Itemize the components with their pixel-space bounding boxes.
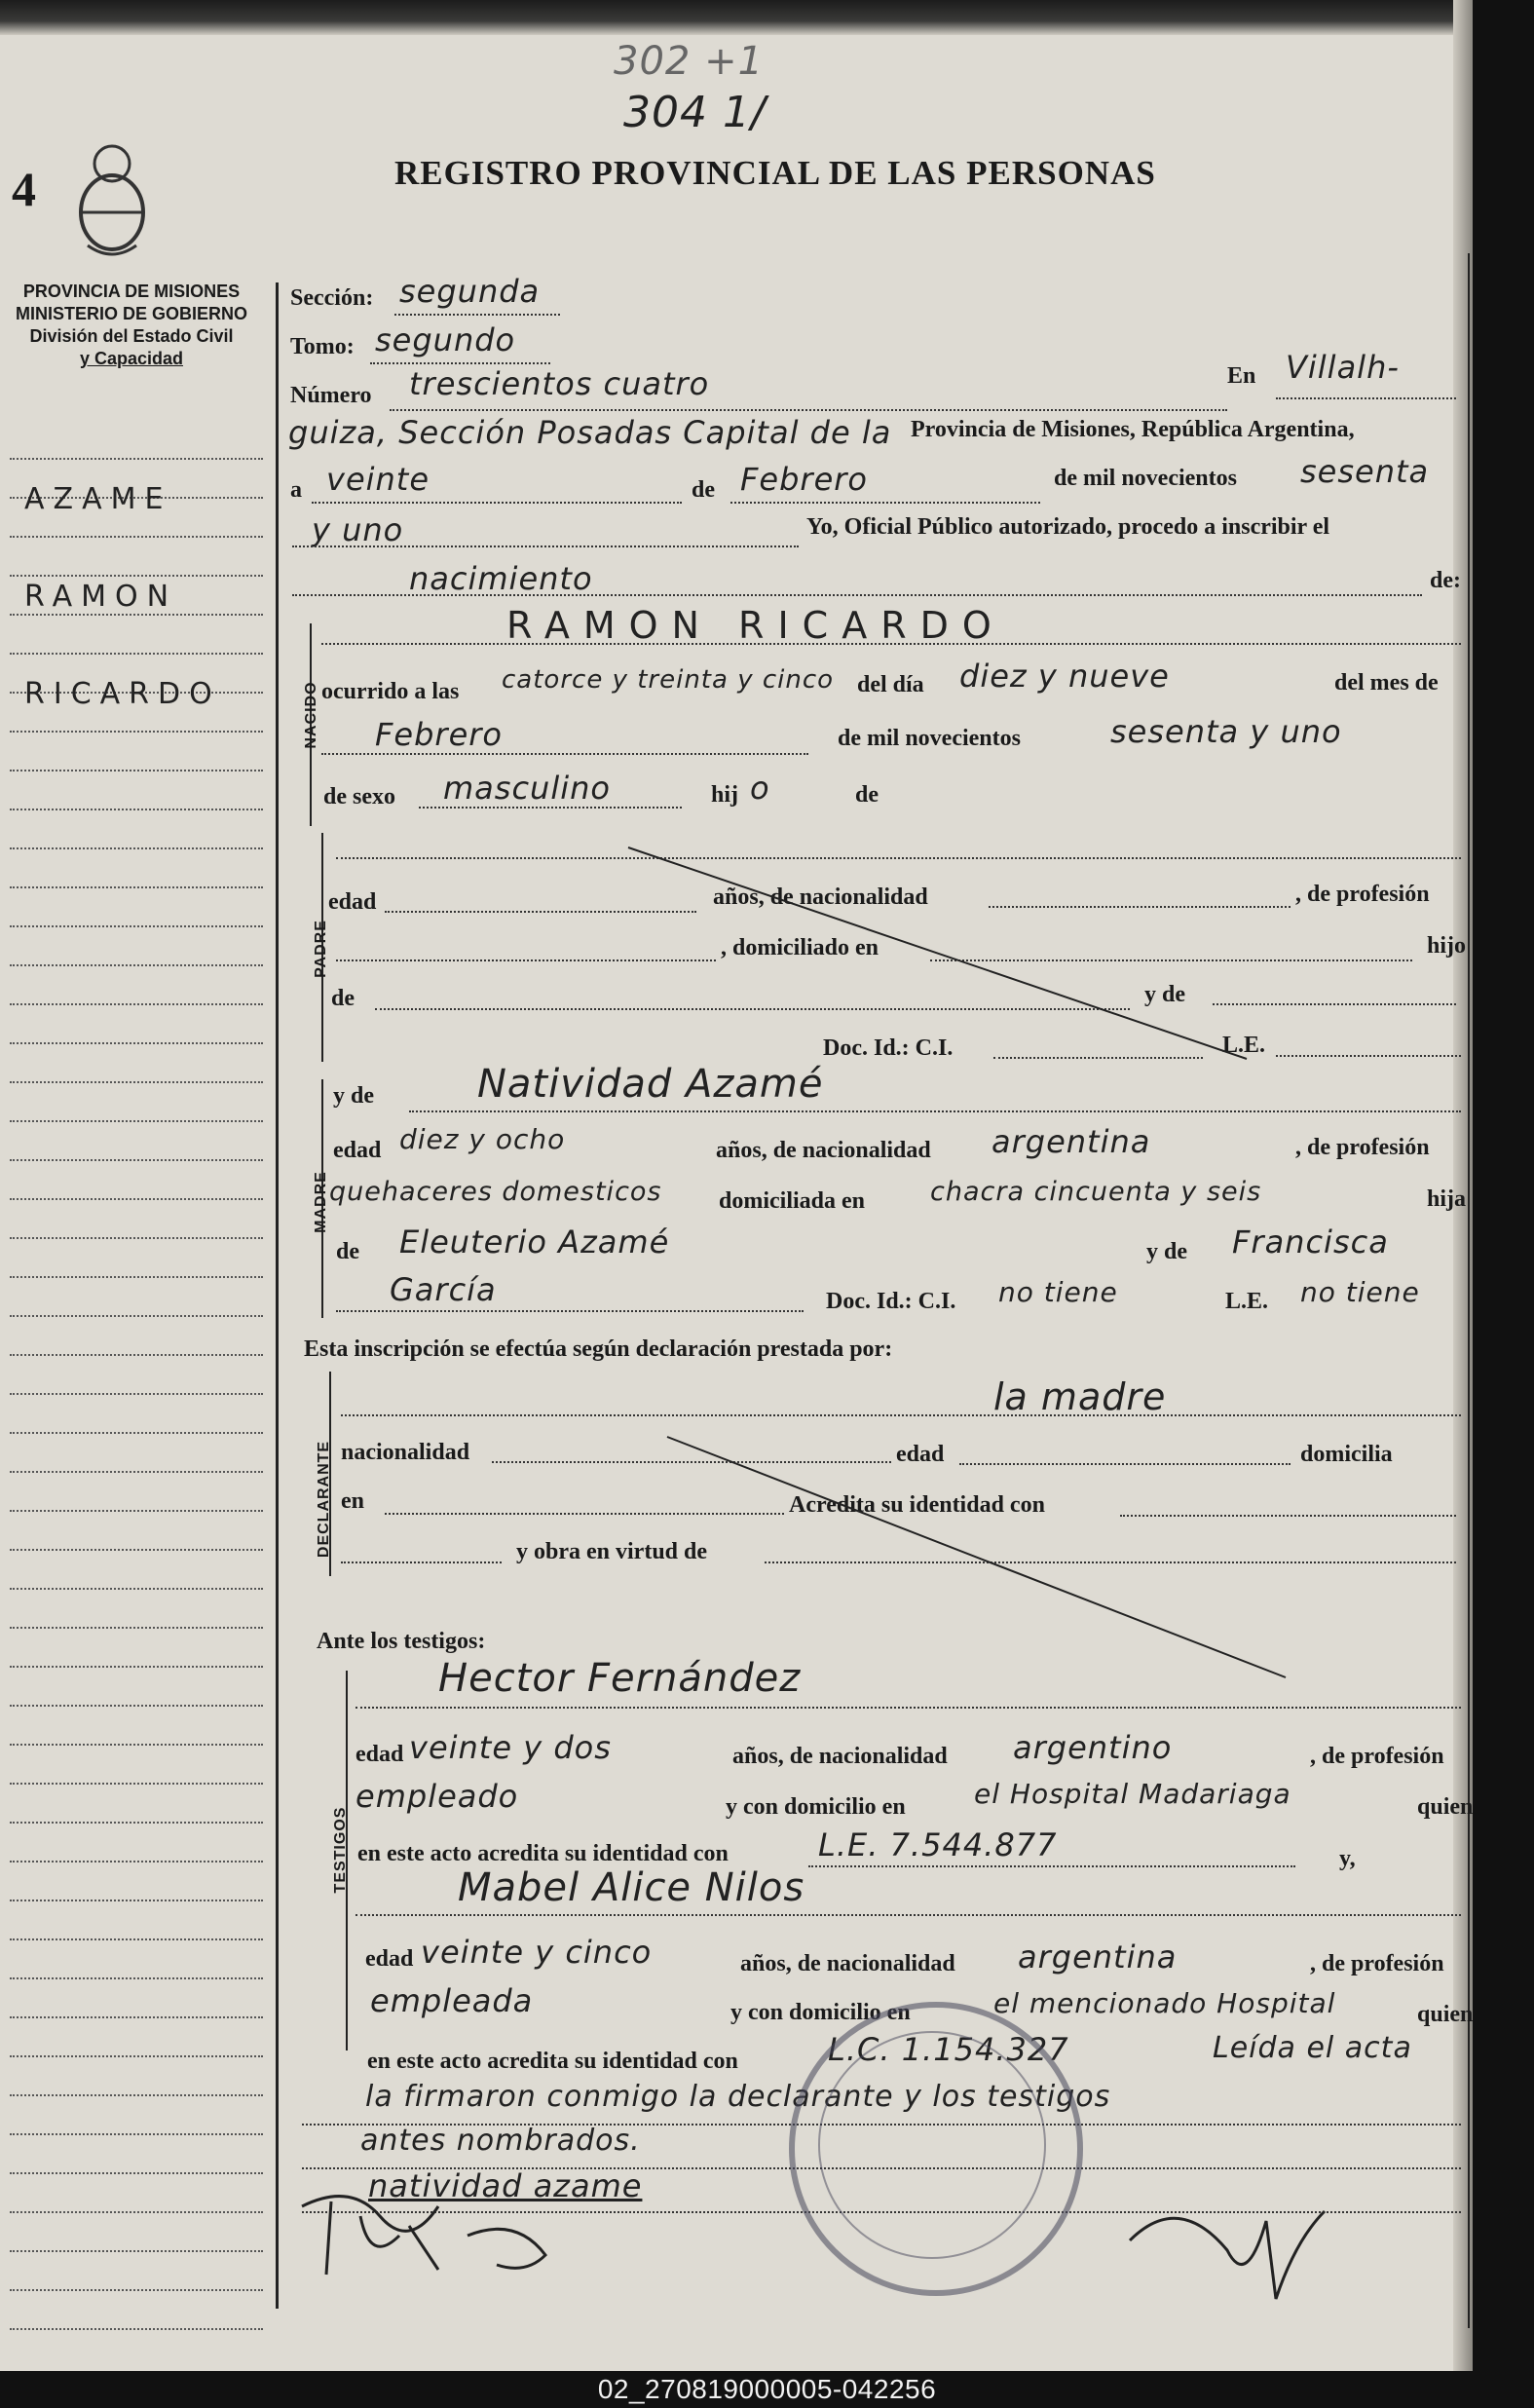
testigo2-dom-label: y con domicilio en bbox=[730, 2000, 911, 2025]
fecha-a-label: a bbox=[290, 477, 302, 503]
testigo1-quien-label: quien bbox=[1417, 1794, 1473, 1820]
margin-rule bbox=[10, 1120, 263, 1122]
margin-rule bbox=[10, 886, 263, 888]
page-number: 4 bbox=[12, 162, 36, 216]
testigo1-dom-label: y con domicilio en bbox=[726, 1794, 906, 1820]
declarante-acred-label: Acredita su identidad con bbox=[789, 1492, 1045, 1518]
seccion-line bbox=[394, 314, 560, 316]
padre-dom-label: , domiciliado en bbox=[721, 935, 879, 960]
leida-text: Leída el acta bbox=[1213, 2031, 1412, 2065]
nacido-name-line bbox=[321, 643, 1461, 645]
testigos-side-label: TESTIGOS bbox=[332, 1806, 349, 1894]
fecha-mes-line bbox=[730, 502, 1040, 504]
madre-hija-label: hija bbox=[1427, 1186, 1467, 1212]
madre-yde-label: y de bbox=[333, 1083, 374, 1109]
line2-label: Provincia de Misiones, República Argentina, bbox=[911, 417, 1355, 442]
madre-anios-label: años, de nacionalidad bbox=[716, 1138, 931, 1163]
fecha-dia-line bbox=[312, 502, 682, 504]
testigos-label: Ante los testigos: bbox=[317, 1629, 486, 1654]
declarante-dom-label: domicilia bbox=[1300, 1442, 1393, 1467]
authority-line-2: MINISTERIO DE GOBIERNO bbox=[15, 304, 248, 323]
line4-label: Yo, Oficial Público autorizado, procedo a inscribir el bbox=[806, 514, 1330, 540]
margin-rule bbox=[10, 575, 263, 577]
testigo2-domicilio: el mencionado Hospital bbox=[993, 1987, 1336, 2019]
margin-rule bbox=[10, 1081, 263, 1083]
authority-line-1: PROVINCIA DE MISIONES bbox=[22, 282, 241, 301]
sexo-line bbox=[419, 807, 682, 809]
testigo1-y-label: y, bbox=[1339, 1846, 1356, 1871]
testigo1-profesion: empleado bbox=[355, 1778, 519, 1815]
padre-prof-label: , de profesión bbox=[1295, 882, 1430, 907]
padre-anios-label: años, de nacionalidad bbox=[713, 884, 928, 910]
margin-rule bbox=[10, 1783, 263, 1785]
testigo2-nombre: Mabel Alice Nilos bbox=[458, 1865, 805, 1910]
issuing-authority bbox=[0, 281, 263, 370]
mes-line bbox=[321, 753, 808, 755]
margin-first-name: RAMON bbox=[24, 580, 178, 614]
official-signature bbox=[292, 2177, 682, 2284]
padre-yde-label: y de bbox=[1144, 982, 1185, 1007]
numero-label: Número bbox=[290, 383, 372, 408]
declarante-side-label: DECLARANTE bbox=[316, 1440, 332, 1559]
declarante-strike-line bbox=[662, 1432, 1295, 1685]
madre-nacionalidad: argentina bbox=[991, 1123, 1151, 1160]
testigo2-prof-label: , de profesión bbox=[1310, 1951, 1444, 1976]
madre-doc-label: Doc. Id.: C.I. bbox=[826, 1289, 956, 1314]
testigo2-acred-label: en este acto acredita su identidad con bbox=[367, 2049, 738, 2074]
madre-dom-label: domiciliada en bbox=[719, 1188, 866, 1214]
margin-rule bbox=[10, 2289, 263, 2291]
testigo1-nombre: Hector Fernández bbox=[438, 1656, 802, 1701]
numero-line bbox=[390, 409, 1227, 411]
closing-line-1: la firmaron conmigo la declarante y los testigos bbox=[365, 2080, 1111, 2114]
ocurrido-label: ocurrido a las bbox=[321, 679, 460, 704]
en-line bbox=[1276, 397, 1456, 399]
padre-de-label: de bbox=[331, 986, 355, 1011]
margin-rule bbox=[10, 2055, 263, 2057]
line4-line bbox=[292, 546, 799, 547]
madre-nombre: Natividad Azamé bbox=[477, 1062, 824, 1107]
margin-rule bbox=[10, 1315, 263, 1317]
margin-surname: AZAME bbox=[24, 482, 172, 516]
margin-rule bbox=[10, 1938, 263, 1940]
testigo1-anios-label: años, de nacionalidad bbox=[732, 1744, 948, 1769]
nacido-name: RAMON RICARDO bbox=[506, 604, 1005, 647]
margin-rule bbox=[10, 458, 263, 460]
margin-rule bbox=[10, 847, 263, 849]
page-title: REGISTRO PROVINCIAL DE LAS PERSONAS bbox=[394, 154, 1156, 192]
margin-rule bbox=[10, 1744, 263, 1746]
madre-profesion: quehaceres domesticos bbox=[329, 1177, 662, 1207]
testigo1-nacionalidad: argentino bbox=[1013, 1729, 1173, 1766]
margin-rule bbox=[10, 1198, 263, 1200]
margin-rule bbox=[10, 1432, 263, 1434]
declarante-obra-label: y obra en virtud de bbox=[516, 1539, 708, 1564]
mes-label: del mes de bbox=[1334, 670, 1439, 696]
margin-rule bbox=[10, 2172, 263, 2174]
fecha-mes: Febrero bbox=[740, 461, 868, 498]
margin-rule bbox=[10, 2016, 263, 2018]
margin-rule bbox=[10, 536, 263, 538]
margin-rule bbox=[10, 2328, 263, 2330]
nacimiento-anio: sesenta y uno bbox=[1110, 713, 1342, 750]
margin-rule bbox=[10, 770, 263, 771]
declarante-edad-label: edad bbox=[896, 1442, 945, 1467]
margin-rule bbox=[10, 2133, 263, 2135]
madre-yde2-label: y de bbox=[1146, 1239, 1187, 1264]
margin-rule bbox=[10, 1666, 263, 1668]
coat-of-arms-icon bbox=[68, 136, 156, 263]
madre-madre: Francisca bbox=[1232, 1223, 1389, 1260]
margin-rule bbox=[10, 809, 263, 810]
madre-side-label: MADRE bbox=[313, 1171, 329, 1233]
authority-line-4: y Capacidad bbox=[79, 349, 184, 368]
margin-rule bbox=[10, 1861, 263, 1862]
margin-rule bbox=[10, 1510, 263, 1512]
margin-rule bbox=[10, 1354, 263, 1356]
margin-rule bbox=[10, 1471, 263, 1473]
margin-rule bbox=[10, 1237, 263, 1239]
padre-edad-label: edad bbox=[328, 889, 377, 915]
testigo2-anios-label: años, de nacionalidad bbox=[740, 1951, 955, 1976]
tomo-line bbox=[370, 362, 550, 364]
official-seal-inner bbox=[818, 2031, 1046, 2259]
line4-value: y uno bbox=[312, 511, 404, 548]
testigo1-edad-label: edad bbox=[355, 1742, 404, 1767]
nacimiento-hora: catorce y treinta y cinco bbox=[502, 665, 835, 695]
annotation-top-2: 304 1/ bbox=[623, 88, 767, 137]
footer-id: 02_270819000005-042256 bbox=[0, 2371, 1534, 2408]
nacimiento-dia: diez y nueve bbox=[959, 658, 1170, 695]
form-left-border bbox=[276, 282, 279, 2309]
madre-de-label: de bbox=[336, 1239, 359, 1264]
margin-rule bbox=[10, 1588, 263, 1590]
margin-rule bbox=[10, 1977, 263, 1979]
padre-le-label: L.E. bbox=[1222, 1033, 1266, 1058]
hij-value: o bbox=[750, 770, 770, 807]
testigo2-nombre-line bbox=[355, 1914, 1461, 1916]
madre-le-label: L.E. bbox=[1225, 1289, 1269, 1314]
margin-rule bbox=[10, 1705, 263, 1707]
fecha-dia: veinte bbox=[326, 461, 430, 498]
line5-line bbox=[292, 594, 1422, 596]
madre-prof-label: , de profesión bbox=[1295, 1135, 1430, 1160]
margin-rule bbox=[10, 964, 263, 966]
testigo2-edad: veinte y cinco bbox=[421, 1934, 653, 1971]
testigo1-nombre-line bbox=[355, 1707, 1461, 1709]
sexo-label: de sexo bbox=[323, 784, 395, 809]
margin-rule bbox=[10, 1393, 263, 1395]
declarante-nac-label: nacionalidad bbox=[341, 1440, 470, 1465]
line2-value: guiza, Sección Posadas Capital de la bbox=[288, 414, 892, 451]
margin-rule bbox=[10, 614, 263, 616]
dia-label: del día bbox=[857, 672, 924, 697]
margin-rule bbox=[10, 925, 263, 927]
testigo2-quien-label: quien bbox=[1417, 2002, 1473, 2027]
fecha-de-label: de bbox=[692, 477, 715, 503]
madre-madre2-line bbox=[336, 1310, 804, 1312]
declarante-line bbox=[341, 1414, 1461, 1416]
padre-le-line bbox=[1276, 1055, 1461, 1057]
acto-tipo: nacimiento bbox=[409, 560, 593, 597]
closing-line-2: antes nombrados. bbox=[360, 2124, 641, 2158]
nacido-side-label: NACIDO bbox=[303, 681, 319, 749]
margin-rule bbox=[10, 1042, 263, 1044]
margin-rule bbox=[10, 2250, 263, 2252]
margin-rule bbox=[10, 653, 263, 655]
testigo1-acred-line bbox=[808, 1865, 1295, 1867]
margin-rule bbox=[10, 1549, 263, 1551]
declarante-value: la madre bbox=[993, 1375, 1167, 1418]
declarante-obra-pre-line bbox=[341, 1561, 502, 1563]
authority-line-3: División del Estado Civil bbox=[29, 326, 234, 346]
madre-madre-2: García bbox=[390, 1271, 497, 1308]
testigo1-acred-label: en este acto acredita su identidad con bbox=[357, 1841, 729, 1866]
nacimiento-mes: Febrero bbox=[375, 716, 503, 753]
hij-label: hij bbox=[711, 782, 739, 808]
tomo-value: segundo bbox=[375, 321, 516, 358]
witness-signature bbox=[1120, 2182, 1334, 2309]
seccion-label: Sección: bbox=[290, 285, 374, 311]
margin-rule bbox=[10, 731, 263, 733]
declarante-firma: natividad azame bbox=[368, 2167, 643, 2204]
madre-padre: Eleuterio Azamé bbox=[399, 1223, 670, 1260]
testigo2-nacionalidad: argentina bbox=[1018, 1938, 1178, 1975]
padre-hijo-label: hijo bbox=[1427, 933, 1467, 959]
padre-doc-label: Doc. Id.: C.I. bbox=[823, 1035, 954, 1061]
madre-le: no tiene bbox=[1300, 1276, 1420, 1308]
margin-rule bbox=[10, 2094, 263, 2096]
testigo1-domicilio: el Hospital Madariaga bbox=[974, 1778, 1291, 1810]
margin-rule bbox=[10, 1627, 263, 1629]
testigo2-documento: L.C. 1.154.327 bbox=[828, 2031, 1069, 2068]
declaracion-label: Esta inscripción se efectúa según declaración prestada por: bbox=[304, 1336, 893, 1362]
margin-rule bbox=[10, 1276, 263, 1278]
testigo2-edad-label: edad bbox=[365, 1946, 414, 1972]
testigo1-prof-label: , de profesión bbox=[1310, 1744, 1444, 1769]
declarante-en-label: en bbox=[341, 1488, 364, 1514]
margin-rule bbox=[10, 2211, 263, 2213]
nacimiento-sexo: masculino bbox=[443, 770, 611, 807]
madre-ci: no tiene bbox=[998, 1276, 1118, 1308]
margin-rule bbox=[10, 1003, 263, 1005]
fecha-mil-label: de mil novecientos bbox=[1054, 466, 1237, 491]
seccion-value: segunda bbox=[399, 273, 541, 310]
testigo1-documento: L.E. 7.544.877 bbox=[818, 1826, 1058, 1863]
margin-middle-name: RICARDO bbox=[24, 677, 221, 711]
tomo-label: Tomo: bbox=[290, 334, 355, 359]
madre-edad: diez y ocho bbox=[399, 1123, 566, 1155]
margin-rule bbox=[10, 1159, 263, 1161]
line5-de-label: de: bbox=[1430, 568, 1461, 593]
margin-rule bbox=[10, 1900, 263, 1901]
testigo2-profesion: empleada bbox=[370, 1982, 534, 2019]
madre-domicilio: chacra cincuenta y seis bbox=[930, 1177, 1262, 1207]
mil-label: de mil novecientos bbox=[838, 726, 1021, 751]
numero-value: trescientos cuatro bbox=[409, 365, 710, 402]
margin-rule bbox=[10, 1822, 263, 1824]
annotation-top-1: 302 +1 bbox=[614, 39, 765, 84]
en-label: En bbox=[1227, 363, 1256, 389]
padre-side-label: PADRE bbox=[313, 920, 329, 978]
madre-nombre-line bbox=[409, 1110, 1461, 1112]
scan-top-edge bbox=[0, 0, 1473, 35]
nacido-de-label: de bbox=[855, 782, 879, 808]
en-value: Villalh- bbox=[1286, 349, 1400, 386]
testigo1-edad: veinte y dos bbox=[409, 1729, 612, 1766]
padre-strike-line bbox=[623, 843, 1256, 1067]
madre-edad-label: edad bbox=[333, 1138, 382, 1163]
fecha-anio: sesenta bbox=[1300, 453, 1430, 490]
